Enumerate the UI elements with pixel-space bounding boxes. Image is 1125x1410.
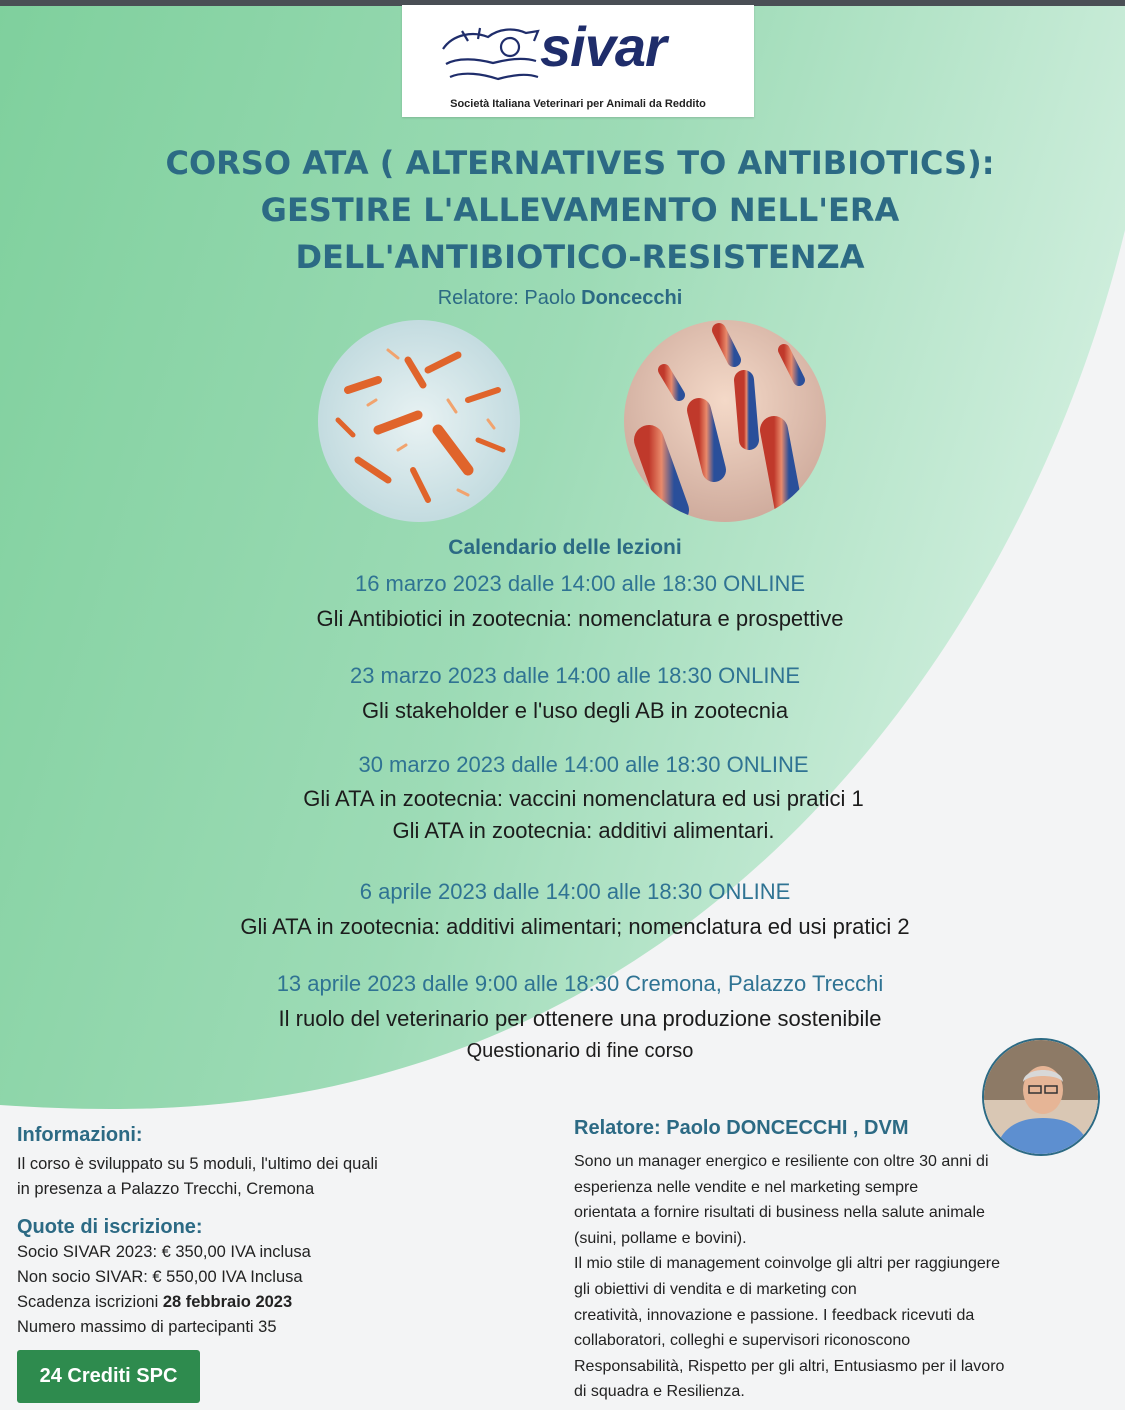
bio-line: Responsabilità, Rispetto per gli altri, Entusiasmo per il lavoro bbox=[574, 1357, 1005, 1375]
credits-badge: 24 Crediti SPC bbox=[17, 1350, 200, 1403]
lesson-4-topic: Gli ATA in zootecnia: additivi alimentari; nomenclatura ed usi pratici 2 bbox=[240, 914, 910, 939]
calendar-title: Calendario delle lezioni bbox=[448, 536, 682, 559]
animals-logo-icon bbox=[438, 19, 543, 89]
lesson-4-date: 6 aprile 2023 dalle 14:00 alle 18:30 ONLINE bbox=[359, 879, 791, 904]
bio-line: collaboratori, colleghi e supervisori riconoscono bbox=[574, 1332, 911, 1350]
sivar-logo bbox=[402, 5, 754, 117]
speaker-prefix: Relatore: Paolo bbox=[437, 287, 576, 309]
lesson-3 bbox=[0, 751, 1125, 847]
lesson-3-topic-1: Gli ATA in zootecnia: vaccini nomenclatura ed usi pratici 1 bbox=[303, 786, 864, 811]
bio-heading: Relatore: Paolo DONCECCHI , DVM bbox=[574, 1117, 909, 1139]
lesson-2-date: 23 marzo 2023 dalle 14:00 alle 18:30 ONLINE bbox=[349, 663, 801, 688]
deadline bbox=[17, 1290, 457, 1315]
bacteria-image-right bbox=[624, 320, 826, 522]
bio-line: (suini, pollame e bovini). bbox=[574, 1229, 747, 1247]
logo-subtitle: Società Italiana Veterinari per Animali da Reddito bbox=[450, 98, 706, 110]
bio-line: creatività, innovazione e passione. I feedback ricevuti da bbox=[574, 1306, 975, 1324]
lesson-1-date: 16 marzo 2023 dalle 14:00 alle 18:30 ONLINE bbox=[354, 571, 806, 596]
lesson-3-date: 30 marzo 2023 dalle 14:00 alle 18:30 ONLINE bbox=[358, 752, 809, 777]
lesson-4 bbox=[0, 878, 1125, 942]
info-heading: Informazioni: bbox=[17, 1124, 143, 1146]
bio-section bbox=[574, 1115, 1104, 1405]
course-title bbox=[0, 140, 1125, 281]
lesson-5 bbox=[0, 970, 1125, 1066]
deadline-value: 28 febbraio 2023 bbox=[162, 1293, 293, 1311]
fee-nonmember: Non socio SIVAR: € 550,00 IVA Inclusa bbox=[17, 1268, 303, 1286]
bio-line: di squadra e Resilienza. bbox=[574, 1383, 745, 1401]
fee-member: Socio SIVAR 2023: € 350,00 IVA inclusa bbox=[17, 1243, 311, 1261]
bio-line: esperienza nelle vendite e nel marketing sempre bbox=[574, 1178, 919, 1196]
bio-line: Sono un manager energico e resiliente con oltre 30 anni di bbox=[574, 1153, 989, 1170]
bio-line: gli obiettivi di vendita e di marketing con bbox=[574, 1280, 857, 1298]
info-section bbox=[17, 1122, 457, 1340]
info-line-1: Il corso è sviluppato su 5 moduli, l'ultimo dei quali bbox=[17, 1155, 378, 1173]
lesson-5-topic: Il ruolo del veterinario per ottenere una produzione sostenibile bbox=[278, 1006, 882, 1031]
bacteria-image-left bbox=[318, 320, 520, 522]
speaker-surname: Doncecchi bbox=[581, 287, 683, 309]
bio-line: orientata a fornire risultati di business nella salute animale bbox=[574, 1204, 985, 1222]
fees-heading: Quote di iscrizione: bbox=[17, 1216, 203, 1238]
lesson-5-date: 13 aprile 2023 dalle 9:00 alle 18:30 Cremona, Palazzo Trecchi bbox=[276, 971, 884, 996]
lesson-1-topic: Gli Antibiotici in zootecnia: nomenclatura e prospettive bbox=[316, 606, 844, 631]
lesson-3-topic-2: Gli ATA in zootecnia: additivi alimentari. bbox=[392, 818, 775, 843]
lesson-2 bbox=[0, 662, 1125, 726]
logo-wordmark: sivar bbox=[540, 15, 666, 78]
lesson-2-topic: Gli stakeholder e l'uso degli AB in zootecnia bbox=[361, 698, 789, 723]
lesson-1 bbox=[0, 570, 1125, 634]
title-line-2: GESTIRE L'ALLEVAMENTO NELL'ERA bbox=[260, 191, 900, 229]
title-line-1: CORSO ATA ( ALTERNATIVES TO ANTIBIOTICS): bbox=[165, 144, 995, 182]
max-participants: Numero massimo di partecipanti 35 bbox=[17, 1318, 277, 1336]
speaker-line bbox=[0, 287, 1120, 310]
bio-line: Il mio stile di management coinvolge gli altri per raggiungere bbox=[574, 1255, 1000, 1273]
title-line-3: DELL'ANTIBIOTICO-RESISTENZA bbox=[295, 238, 865, 276]
lesson-5-questionnaire: Questionario di fine corso bbox=[466, 1040, 694, 1062]
deadline-label: Scadenza iscrizioni bbox=[17, 1293, 159, 1311]
info-line-2: in presenza a Palazzo Trecchi, Cremona bbox=[17, 1180, 315, 1198]
